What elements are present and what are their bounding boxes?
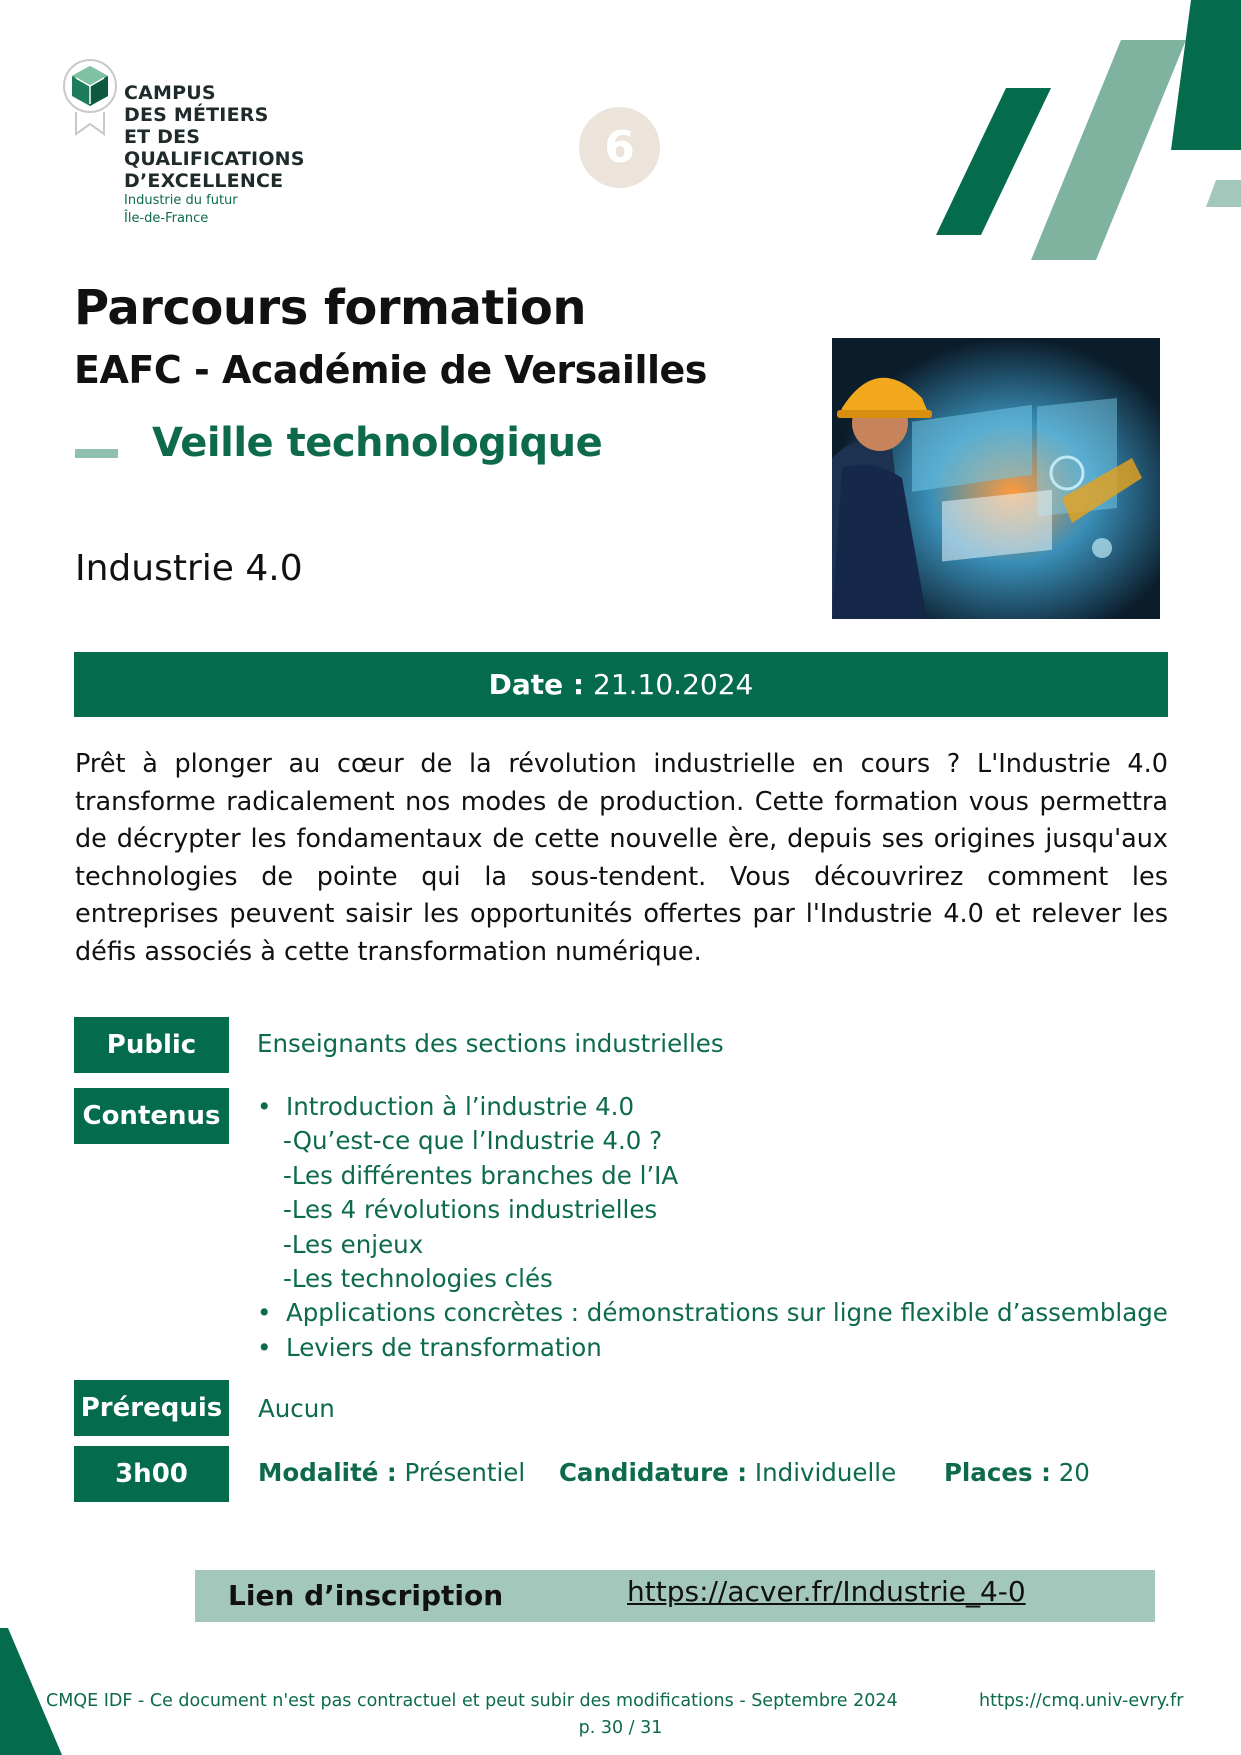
- course-description: Prêt à plonger au cœur de la révolution industrielle en cours ? L'Industrie 4.0 transforme radicalement nos modes de production. Cette formation vous permettra de décrypter les fondamentaux de cette nouvelle ère, depuis ses origines jusqu'aux technologies de pointe qui la sous-tendent. Vous découvrirez comment les entreprises peuvent saisir les opportunités offertes par l'Industrie 4.0 et relever les défis associés à cette transformation numérique.: [75, 749, 1168, 967]
- contents-list: [257, 1090, 1168, 1365]
- inscription-bar: [195, 1570, 1155, 1622]
- list-subitem: -Les 4 révolutions industrielles: [283, 1195, 658, 1225]
- page-title: Parcours formation: [74, 280, 586, 336]
- modalite-label: Modalité :: [258, 1458, 397, 1487]
- logo-line: DES MÉTIERS: [124, 104, 269, 126]
- logo-line: ET DES: [124, 126, 201, 148]
- course-topic: Industrie 4.0: [75, 548, 303, 589]
- places-label: Places :: [943, 1458, 1051, 1487]
- footer-disclaimer: CMQE IDF - Ce document n'est pas contractuel et peut subir des modifications - Septembre 2024: [46, 1691, 898, 1711]
- page-number: p. 30 / 31: [578, 1718, 663, 1738]
- industry-worker-image: [832, 338, 1160, 619]
- contenus-tag: Contenus: [74, 1088, 229, 1144]
- list-item: • Leviers de transformation: [257, 1331, 1168, 1365]
- campus-cube-icon: [62, 58, 122, 140]
- list-subitem: -Les différentes branches de l’IA: [283, 1160, 679, 1190]
- candidature-label: Candidature :: [558, 1458, 748, 1487]
- footer: [46, 1691, 1206, 1711]
- candidature-value: Individuelle: [754, 1458, 897, 1487]
- date-label: Date :: [488, 668, 585, 701]
- page-subtitle: EAFC - Académie de Versailles: [74, 348, 707, 392]
- prerequis-tag: Prérequis: [74, 1380, 229, 1436]
- public-value: Enseignants des sections industrielles: [257, 1029, 724, 1058]
- date-banner: [74, 652, 1168, 717]
- deco-stripe: [936, 88, 1051, 235]
- decorative-stripes: [901, 0, 1241, 270]
- inscription-link[interactable]: https://acver.fr/Industrie_4-0: [627, 1575, 1026, 1608]
- logo-subtitle: Industrie du futur: [124, 193, 238, 208]
- list-subitem: -Les technologies clés: [283, 1264, 553, 1294]
- list-item: • Introduction à l’industrie 4.0: [257, 1090, 1168, 1124]
- logo-line: D’EXCELLENCE: [124, 170, 284, 192]
- section-title: Veille technologique: [152, 420, 603, 466]
- logo-subtitle: Île-de-France: [124, 211, 209, 226]
- section-dash-icon: [75, 449, 118, 458]
- modalite-value: Présentiel: [404, 1458, 526, 1487]
- list-item: • Applications concrètes : démonstrations sur ligne flexible d’assemblage: [257, 1296, 1168, 1330]
- footer-url: https://cmq.univ-evry.fr: [979, 1691, 1184, 1711]
- list-subitem: -Les enjeux: [283, 1229, 424, 1259]
- places-value: 20: [1058, 1458, 1090, 1487]
- prerequis-value: Aucun: [258, 1394, 335, 1423]
- logo-line: QUALIFICATIONS: [124, 148, 305, 170]
- date-value: 21.10.2024: [593, 668, 754, 701]
- duration-tag: 3h00: [74, 1446, 229, 1502]
- logo-line: CAMPUS: [124, 82, 216, 104]
- campus-logo: [62, 58, 322, 238]
- course-meta: [258, 1458, 1090, 1487]
- inscription-label: Lien d’inscription: [228, 1579, 504, 1612]
- public-tag: Public: [74, 1017, 229, 1073]
- step-number-badge: 6: [579, 107, 660, 188]
- worker-illustration: [832, 338, 1160, 619]
- list-subitem: -Qu’est-ce que l’Industrie 4.0 ?: [283, 1126, 663, 1156]
